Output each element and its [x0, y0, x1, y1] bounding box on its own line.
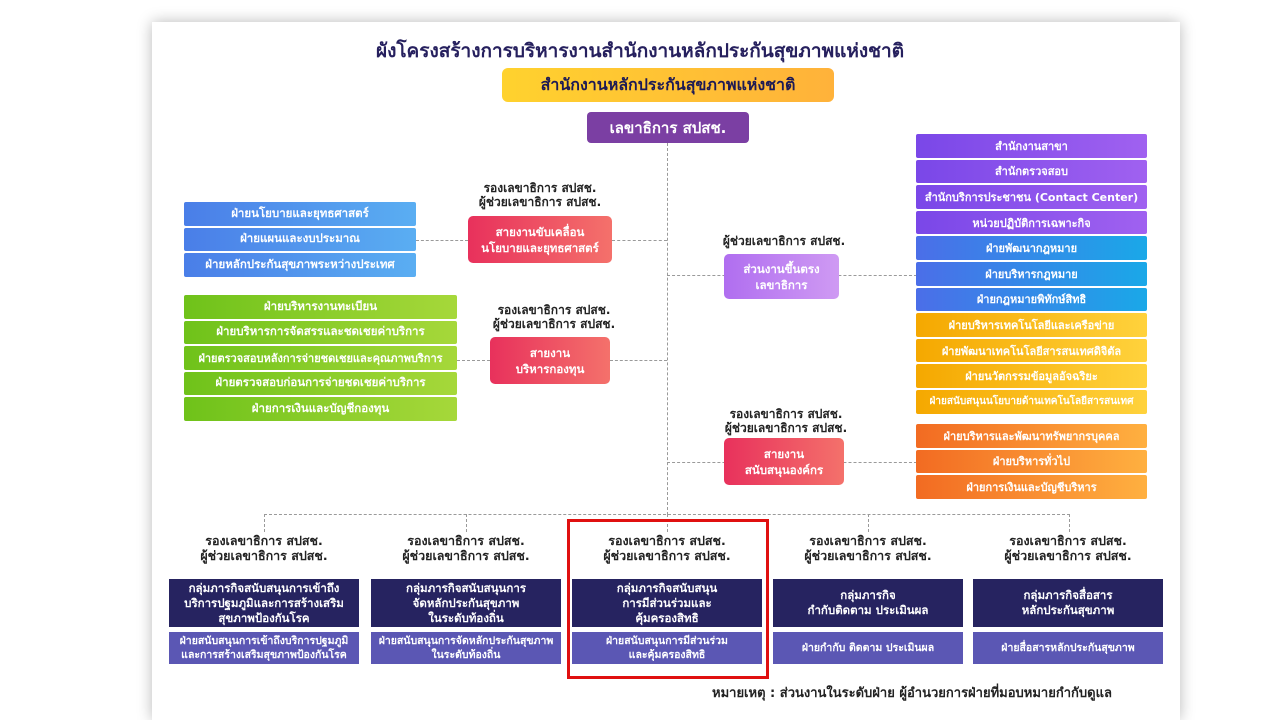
- role-label-policy: รองเลขาธิการ สปสช. ผู้ช่วยเลขาธิการ สปสช.: [478, 181, 602, 209]
- dept-item: สำนักตรวจสอบ: [916, 160, 1147, 184]
- line-box-fund-management: สายงาน บริหารกองทุน: [490, 337, 610, 384]
- dept-item: ฝ่ายการเงินและบัญชีบริหาร: [916, 475, 1147, 499]
- mission-dept-box: ฝ่ายสนับสนุนการมีส่วนร่วม และคุ้มครองสิทธิ: [572, 632, 762, 664]
- role-label-support: รองเลขาธิการ สปสช. ผู้ช่วยเลขาธิการ สปสช.: [724, 407, 848, 435]
- line-box-direct-secretary: ส่วนงานขึ้นตรง เลขาธิการ: [724, 254, 839, 299]
- mission-dept-box: ฝ่ายกำกับ ติดตาม ประเมินผล: [773, 632, 963, 664]
- role-label-direct: ผู้ช่วยเลขาธิการ สปสช.: [722, 234, 846, 248]
- role-label-fund: รองเลขาธิการ สปสช. ผู้ช่วยเลขาธิการ สปสช.: [492, 303, 616, 331]
- dept-item: ฝ่ายนโยบายและยุทธศาสตร์: [184, 202, 416, 226]
- dept-link-left-2: [457, 360, 490, 361]
- dept-stack-policy: [184, 202, 416, 277]
- dept-item: ฝ่ายบริหารทั่วไป: [916, 450, 1147, 474]
- mission-dept-box: ฝ่ายสนับสนุนการเข้าถึงบริการปฐมภูมิ และการสร้างเสริมสุขภาพป้องกันโรค: [169, 632, 359, 664]
- branch-line-1: [612, 240, 667, 241]
- bottom-group-local: รองเลขาธิการ สปสช. ผู้ช่วยเลขาธิการ สปสช. กลุ่มภารกิจสนับสนุนการ จัดหลักประกันสุขภาพ ในระดับท้องถิ่น ฝ่ายสนับสนุนการจัดหลักประกันสุขภาพ ในระดับท้องถิ่น: [371, 534, 561, 664]
- mission-dept-box: ฝ่ายสนับสนุนการจัดหลักประกันสุขภาพ ในระดับท้องถิ่น: [371, 632, 561, 664]
- bottom-drop-4: [868, 514, 869, 532]
- office-banner: สำนักงานหลักประกันสุขภาพแห่งชาติ: [502, 68, 834, 102]
- dept-item: ฝ่ายสนับสนุนนโยบายด้านเทคโนโลยีสารสนเทศ: [916, 390, 1147, 414]
- bottom-group-communication: รองเลขาธิการ สปสช. ผู้ช่วยเลขาธิการ สปสช. กลุ่มภารกิจสื่อสาร หลักประกันสุขภาพ ฝ่ายสื่อสารหลักประกันสุขภาพ: [973, 534, 1163, 664]
- chart-title: ผังโครงสร้างการบริหารงานสำนักงานหลักประกันสุขภาพแห่งชาติ: [375, 40, 905, 62]
- dept-item: ฝ่ายบริหารเทคโนโลยีและเครือข่าย: [916, 313, 1147, 337]
- mission-group-box: กลุ่มภารกิจสนับสนุน การมีส่วนร่วมและ คุ้มครองสิทธิ: [572, 579, 762, 627]
- bottom-group-primary-care: รองเลขาธิการ สปสช. ผู้ช่วยเลขาธิการ สปสช. กลุ่มภารกิจสนับสนุนการเข้าถึง บริการปฐมภูมิและการสร้างเสริม สุขภาพป้องกันโรค ฝ่ายสนับสนุนการเข้าถึงบริการปฐมภูมิ และการสร้างเสริมสุขภาพป้องกันโรค: [169, 534, 359, 664]
- mission-dept-box: ฝ่ายสื่อสารหลักประกันสุขภาพ: [973, 632, 1163, 664]
- dept-stack-fund: [184, 295, 457, 421]
- dept-item: ฝ่ายบริหารกฎหมาย: [916, 262, 1147, 286]
- bottom-drop-1: [264, 514, 265, 532]
- dept-item: ฝ่ายหลักประกันสุขภาพระหว่างประเทศ: [184, 253, 416, 277]
- dept-item: สำนักงานสาขา: [916, 134, 1147, 158]
- bottom-drop-5: [1069, 514, 1070, 532]
- bottom-group-monitoring: รองเลขาธิการ สปสช. ผู้ช่วยเลขาธิการ สปสช. กลุ่มภารกิจ กำกับติดตาม ประเมินผล ฝ่ายกำกับ ติดตาม ประเมินผล: [773, 534, 963, 664]
- secretary-general-box: เลขาธิการ สปสช.: [587, 112, 749, 143]
- highlight-frame: [567, 519, 769, 679]
- dept-item: ฝ่ายบริหารและพัฒนาทรัพยากรบุคคล: [916, 424, 1147, 448]
- main-trunk-line: [667, 143, 668, 515]
- dept-stack-support: [916, 424, 1147, 499]
- dept-item: ฝ่ายการเงินและบัญชีกองทุน: [184, 397, 457, 421]
- dept-item: ฝ่ายบริหารการจัดสรรและชดเชยค่าบริการ: [184, 321, 457, 345]
- dept-item: ฝ่ายนวัตกรรมข้อมูลอัจฉริยะ: [916, 364, 1147, 388]
- dept-item: ฝ่ายตรวจสอบก่อนการจ่ายชดเชยค่าบริการ: [184, 372, 457, 396]
- dept-item: ฝ่ายพัฒนาเทคโนโลยีสารสนเทศดิจิตัล: [916, 339, 1147, 363]
- dept-item: หน่วยปฏิบัติการเฉพาะกิจ: [916, 211, 1147, 235]
- bottom-group-participation: รองเลขาธิการ สปสช. ผู้ช่วยเลขาธิการ สปสช. กลุ่มภารกิจสนับสนุน การมีส่วนร่วมและ คุ้มครองสิทธิ ฝ่ายสนับสนุนการมีส่วนร่วม และคุ้มครองสิทธิ: [572, 534, 762, 664]
- mission-group-box: กลุ่มภารกิจสื่อสาร หลักประกันสุขภาพ: [973, 579, 1163, 627]
- footnote: หมายเหตุ : ส่วนงานในระดับฝ่าย ผู้อำนวยการฝ่ายที่มอบหมายกำกับดูแล: [712, 686, 1112, 701]
- dept-link-left-1: [416, 240, 468, 241]
- dept-item: สำนักบริการประชาชน (Contact Center): [916, 185, 1147, 209]
- dept-item: ฝ่ายแผนและงบประมาณ: [184, 228, 416, 252]
- mission-group-box: กลุ่มภารกิจสนับสนุนการ จัดหลักประกันสุขภาพ ในระดับท้องถิ่น: [371, 579, 561, 627]
- dept-item: ฝ่ายบริหารงานทะเบียน: [184, 295, 457, 319]
- dept-item: ฝ่ายตรวจสอบหลังการจ่ายชดเชยและคุณภาพบริการ: [184, 346, 457, 370]
- bottom-drop-2: [466, 514, 467, 532]
- dept-item: ฝ่ายกฎหมายพิทักษ์สิทธิ: [916, 288, 1147, 312]
- branch-line-2: [610, 360, 667, 361]
- line-box-policy-strategy: สายงานขับเคลื่อน นโยบายและยุทธศาสตร์: [468, 216, 612, 263]
- dept-stack-direct: [916, 134, 1147, 414]
- mission-group-box: กลุ่มภารกิจสนับสนุนการเข้าถึง บริการปฐมภูมิและการสร้างเสริม สุขภาพป้องกันโรค: [169, 579, 359, 627]
- dept-item: ฝ่ายพัฒนากฎหมาย: [916, 236, 1147, 260]
- mission-group-box: กลุ่มภารกิจ กำกับติดตาม ประเมินผล: [773, 579, 963, 627]
- line-box-org-support: สายงาน สนับสนุนองค์กร: [724, 438, 844, 485]
